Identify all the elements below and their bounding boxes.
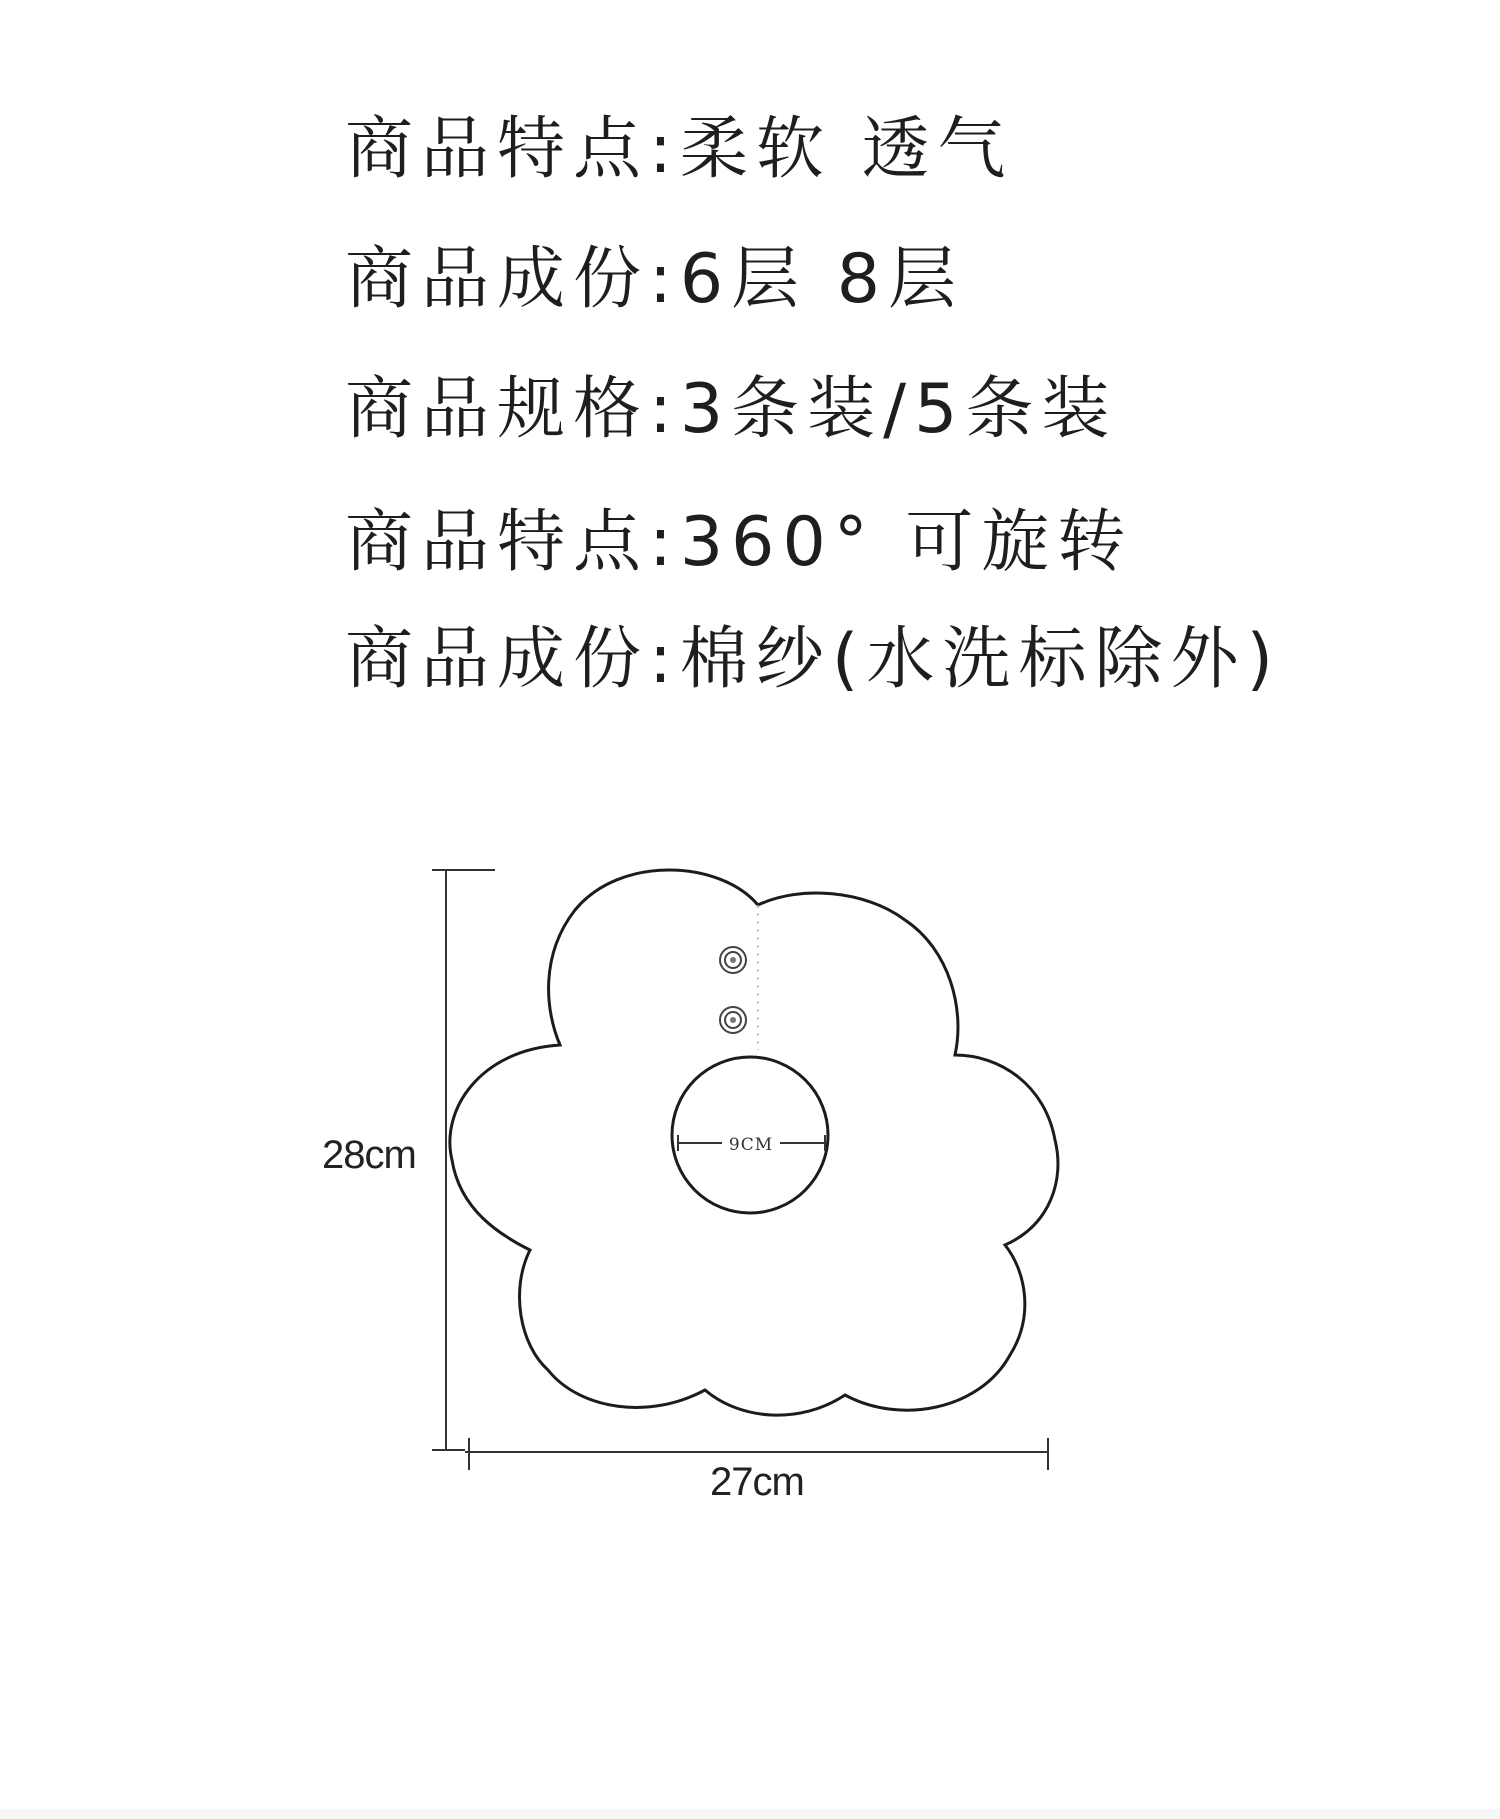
- neck-label: 9CM: [728, 1135, 774, 1155]
- bottom-strip: [0, 1809, 1500, 1819]
- spec-label: 商品特点:: [345, 110, 680, 189]
- spec-value: 柔软 透气: [679, 110, 1014, 189]
- snap-button-top: [720, 947, 746, 973]
- spec-value: 棉纱(水洗标除外): [679, 620, 1281, 699]
- spec-value: 3条装/5条装: [679, 370, 1118, 449]
- spec-label: 商品规格:: [345, 370, 680, 449]
- spec-value: 360° 可旋转: [679, 503, 1134, 582]
- spec-value: 6层 8层: [679, 240, 965, 319]
- height-label: 28cm: [322, 1133, 416, 1177]
- spec-label: 商品成份:: [345, 620, 680, 699]
- width-label: 27cm: [710, 1460, 804, 1504]
- spec-label: 商品成份:: [345, 240, 680, 319]
- spec-label: 商品特点:: [345, 503, 680, 582]
- snap-button-bottom: [720, 1007, 746, 1033]
